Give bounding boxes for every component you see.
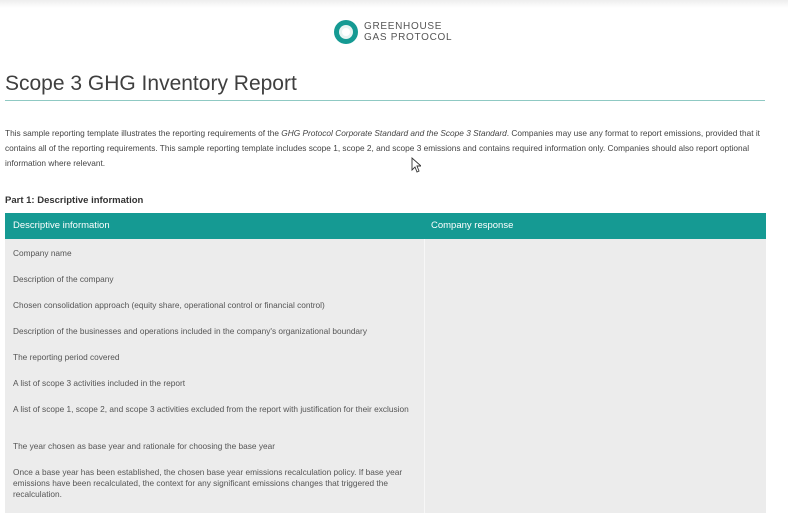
table-row-organizational-boundary: Description of the businesses and operations included in the company's organizational boundary [13, 326, 367, 336]
ghg-logo-icon [334, 20, 358, 44]
table-row-scope3-activities-included: A list of scope 3 activities included in the report [13, 378, 186, 388]
mouse-pointer-icon [411, 157, 421, 173]
logo-wordmark [364, 21, 452, 43]
table-row-consolidation-approach: Chosen consolidation approach (equity share, operational control or financial control) [13, 300, 325, 310]
intro-text-standards: GHG Protocol Corporate Standard and the Scope 3 Standard [281, 128, 507, 138]
table-row-base-year: The year chosen as base year and rationale for choosing the base year [13, 441, 275, 451]
descriptive-information-table [5, 213, 766, 513]
column-header-company-response: Company response [431, 220, 514, 231]
table-row-company-name: Company name [13, 248, 72, 258]
page-title: Scope 3 GHG Inventory Report [5, 72, 297, 95]
logo-line-2: GAS PROTOCOL [364, 32, 453, 43]
table-header-row [5, 213, 766, 239]
table-row-activities-excluded: A list of scope 1, scope 2, and scope 3 activities excluded from the report with justification for their exclusion [13, 404, 409, 414]
top-edge-shadow [0, 0, 788, 8]
part-1-heading: Part 1: Descriptive information [5, 195, 144, 206]
intro-text-end: . Companies may use any format to report emissions, provided that it contains all of the reporting requirements. This sample reporting template includes scope 1, scope 2, and scope 3 emissions and contains required information only. Companies should also report optional information where relevant. [5, 128, 760, 168]
table-row-base-year-recalculation-policy: Once a base year has been established, the chosen base year emissions recalculation policy. If base year emissions have been recalculated, the context for any significant emissions changes that triggered the recalculation. [13, 467, 403, 499]
column-divider [424, 239, 425, 513]
table-row-company-description: Description of the company [13, 274, 114, 284]
intro-paragraph [5, 126, 765, 171]
table-row-reporting-period: The reporting period covered [13, 352, 120, 362]
title-divider [5, 100, 765, 101]
column-header-descriptive-information: Descriptive information [13, 220, 110, 231]
intro-text-start: This sample reporting template illustrates the reporting requirements of the [5, 128, 282, 138]
greenhouse-gas-protocol-logo [334, 20, 452, 44]
logo-line-1: GREENHOUSE [364, 21, 443, 32]
